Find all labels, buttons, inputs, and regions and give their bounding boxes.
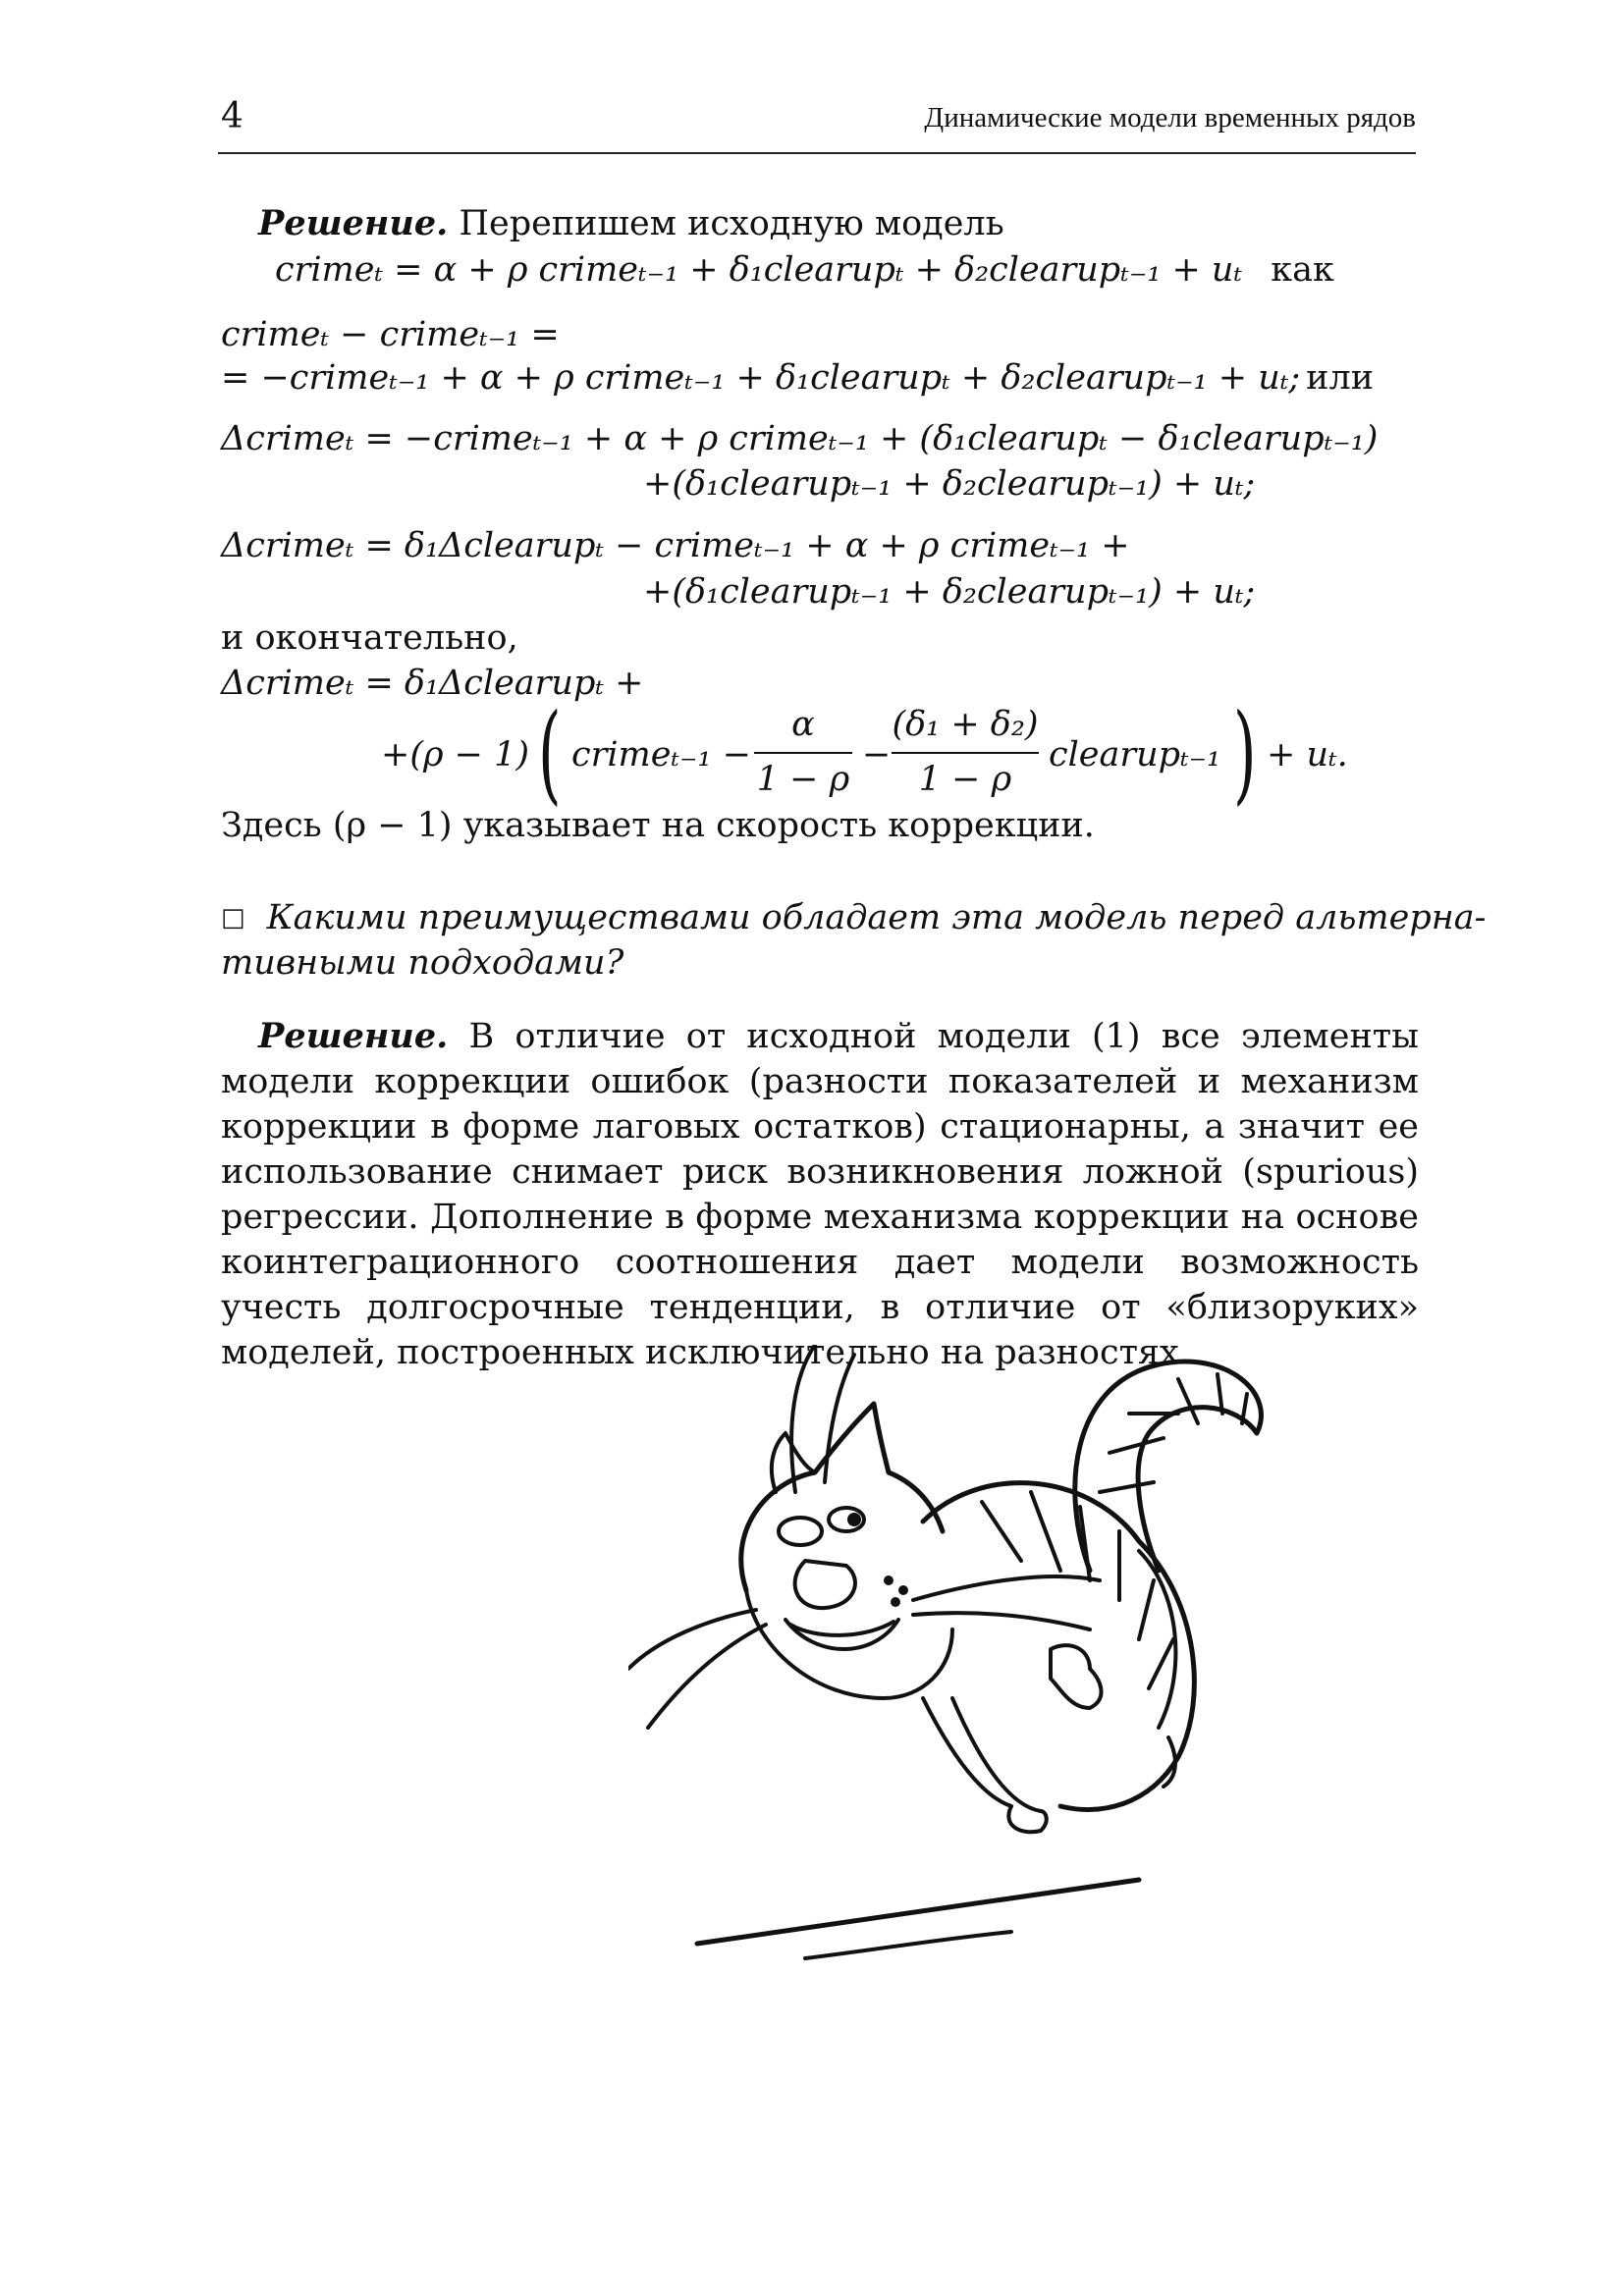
equation-5a: Δcrimeₜ = δ₁Δclearupₜ + bbox=[221, 664, 644, 703]
correction-speed-note: Здесь (ρ − 1) указывает на скорость коррекции. bbox=[221, 806, 1095, 845]
equation-2b: = −crimeₜ₋₁ + α + ρ crimeₜ₋₁ + δ₁clearupₜ + δ₂clearupₜ₋₁ + uₜ; или bbox=[221, 358, 1375, 398]
equation-3b: +(δ₁clearupₜ₋₁ + δ₂clearupₜ₋₁) + uₜ; bbox=[643, 464, 1256, 504]
fraction-delta-denominator: 1 − ρ bbox=[918, 760, 1012, 799]
fraction-delta-numerator: (δ₁ + δ₂) bbox=[892, 705, 1039, 744]
finally-text: и окончательно, bbox=[221, 618, 518, 658]
solution-2-label: Решение. bbox=[258, 1016, 449, 1056]
equation-5-end: + uₜ. bbox=[1267, 735, 1348, 774]
solution-2-text: В отличие от исходной модели (1) все элементы модели коррекции ошибок (разности показателей и механизм коррекции в форме лаговых остатков) стационарны, а значит ее использование снимает риск возникновения ложной (spurious) регрессии. Дополнение в форме механизма коррекции на основе коинтеграционного соотношения дает модели возможность учесть долгосрочные тенденции, в отличие от «близоруких» моделей, построенных исключительно на разностях. bbox=[221, 1017, 1419, 1372]
solution-intro: Перепишем исходную модель bbox=[459, 204, 1004, 243]
equation-4b: +(δ₁clearupₜ₋₁ + δ₂clearupₜ₋₁) + uₜ; bbox=[643, 572, 1256, 612]
equation-5-minus: − bbox=[862, 735, 892, 774]
equation-2a: crimeₜ − crimeₜ₋₁ = bbox=[221, 315, 560, 354]
equation-4a: Δcrimeₜ = δ₁Δclearupₜ − crimeₜ₋₁ + α + ρ crimeₜ₋₁ + bbox=[221, 526, 1130, 565]
fraction-alpha bbox=[754, 705, 852, 813]
cat-drawing-icon bbox=[628, 1345, 1316, 1983]
fraction-delta bbox=[892, 705, 1039, 813]
equation-5-prefix: +(ρ − 1) bbox=[381, 735, 530, 774]
header-rule bbox=[218, 152, 1416, 154]
question-marker: □ bbox=[221, 903, 245, 933]
word-kak: как bbox=[1271, 250, 1334, 290]
solution-intro-line bbox=[258, 201, 1004, 246]
equation-5-crime: crimeₜ₋₁ − bbox=[571, 735, 752, 774]
left-big-paren: ( bbox=[538, 690, 562, 816]
equation-5-clearup: clearupₜ₋₁ bbox=[1049, 735, 1221, 774]
equation-3a: Δcrimeₜ = −crimeₜ₋₁ + α + ρ crimeₜ₋₁ + (δ₁clearupₜ − δ₁clearupₜ₋₁) bbox=[221, 419, 1379, 458]
equation-1: crimeₜ = α + ρ crimeₜ₋₁ + δ₁clearupₜ + δ₂clearupₜ₋₁ + uₜ как bbox=[275, 250, 1334, 290]
right-big-paren: ) bbox=[1233, 690, 1257, 816]
question-line-2: тивными подходами? bbox=[221, 943, 624, 983]
page-number: 4 bbox=[221, 96, 244, 136]
solution-2-paragraph bbox=[221, 1014, 1419, 1375]
fraction-alpha-bar bbox=[754, 752, 852, 754]
question-line-1: □ Какими преимуществами обладает эта модель перед альтерна- bbox=[221, 898, 1487, 937]
fraction-alpha-numerator: α bbox=[791, 705, 815, 744]
fraction-delta-bar bbox=[892, 752, 1039, 754]
fraction-alpha-denominator: 1 − ρ bbox=[756, 760, 850, 799]
running-title: Динамические модели временных рядов bbox=[924, 102, 1416, 133]
solution-label: Решение. bbox=[258, 203, 449, 243]
word-ili: или bbox=[1306, 358, 1375, 398]
